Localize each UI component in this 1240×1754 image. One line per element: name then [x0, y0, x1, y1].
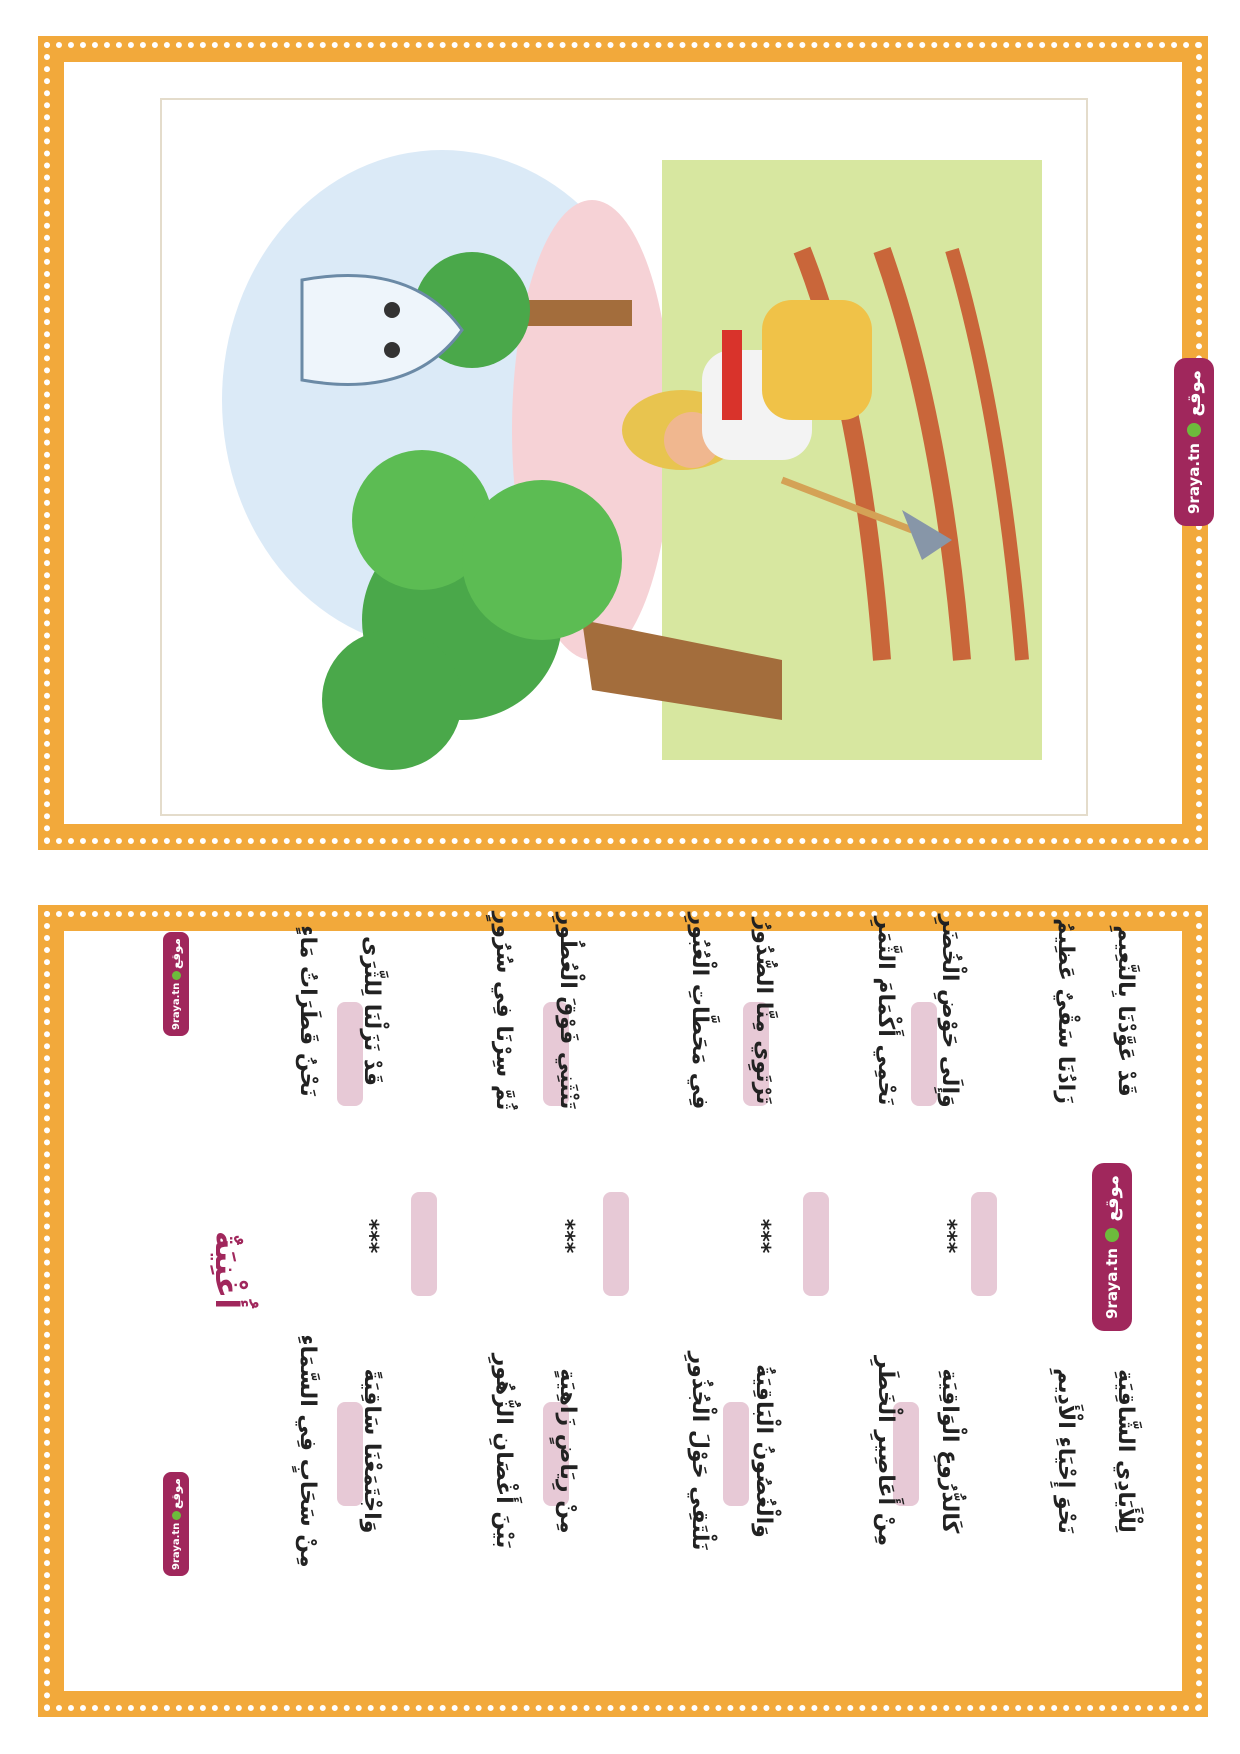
- verse-line: فِي مَحَطَّاتِ الْعُبُورِ: [687, 912, 713, 1110]
- verse-line: مِنْ سَحَابٍ فِي السَّمَاءِ: [295, 1334, 321, 1568]
- verse-line: كَالدُّرُوعِ الْوَاقِيَةِ: [937, 1368, 963, 1534]
- verse-line: تَنْثَنِي فَوْقَ الْعُطُورِ: [555, 912, 581, 1110]
- verse-line: زَادُنَا سَقْيٌ عَظِيمُ: [1053, 918, 1079, 1104]
- verse-line: ثُمَّ سِرْنَا فِي سُرُورٍ: [491, 911, 517, 1111]
- verse-line: نَحْوَ إِحْيَاءِ الْأَدِيمِ: [1053, 1368, 1079, 1534]
- stanza-separator: ***: [935, 1218, 961, 1254]
- logo-latin-text: 9raya.tn: [1103, 1248, 1121, 1319]
- stanza-separator: ***: [553, 1218, 579, 1254]
- leaf-icon: [172, 1511, 181, 1520]
- logo-latin-text: 9raya.tn: [170, 982, 182, 1030]
- verse-line: لِلْأَيَادِي الشَّاقِيَةِ: [1113, 1369, 1139, 1533]
- site-logo-small-top[interactable]: [163, 932, 189, 1036]
- logo-arabic-text: موقع: [169, 938, 183, 970]
- leaf-icon: [1105, 1228, 1119, 1242]
- stanza-separator: ***: [357, 1218, 383, 1254]
- verse-line: نَحْنُ قَطَرَاتُ مَاءٍ: [295, 925, 321, 1097]
- tree-canopy: [322, 630, 462, 770]
- illustration-frame: [160, 98, 1088, 816]
- logo-latin-text: 9raya.tn: [1185, 443, 1203, 514]
- logo-arabic-text: موقع: [1101, 1175, 1123, 1222]
- verse-line: مِنْ أَعَاصِيرِ الْخَطَرِ: [873, 1355, 899, 1547]
- verse-line: نَلْتَقِي حَوْلَ الْجُذُورِ: [687, 1351, 713, 1551]
- logo-arabic-text: موقع: [169, 1478, 183, 1510]
- site-logo-small-bottom[interactable]: [163, 1472, 189, 1576]
- leaf-icon: [172, 971, 181, 980]
- watermark-logo: [411, 1192, 437, 1296]
- verse-line: وَإِلَى حَوْضِ الْخُضَرِ: [937, 914, 963, 1108]
- watermark-logo: [603, 1192, 629, 1296]
- poem-panel: [38, 905, 1208, 1717]
- site-logo-large[interactable]: [1092, 1163, 1132, 1331]
- verse-line: مِنْ رِيَاضٍ زَاهِيَةٍ: [555, 1368, 581, 1534]
- farmer-belt: [722, 330, 742, 420]
- verse-line: تَرْتَوِي مِنَّا الصُّدُورُ: [751, 917, 777, 1105]
- stanza-separator: ***: [749, 1218, 775, 1254]
- watermark-logo: [803, 1192, 829, 1296]
- verse-line: وَالْغُصُونُ الْبَاقِيَةُ: [751, 1364, 777, 1538]
- farmer-trousers: [762, 300, 872, 420]
- verse-line: نَحْمِي أَكْمَامَ الثَّمَرِ: [873, 916, 899, 1106]
- farmer-illustration: [162, 100, 1086, 814]
- verse-line: بَيْنَ أَغْصَانِ الزُّهُورِ: [491, 1353, 517, 1549]
- raindrop-eye: [384, 302, 400, 318]
- leaf-icon: [1187, 423, 1201, 437]
- verse-line: قَدْ نَزَلْنَا لِلثَّرَى: [359, 936, 385, 1086]
- watermark-logo: [971, 1192, 997, 1296]
- raindrop-eye: [384, 342, 400, 358]
- verse-line: وَاجْتَمَعْنَا سَاقِيَةً: [359, 1368, 385, 1534]
- illustration-panel: [38, 36, 1208, 850]
- logo-arabic-text: موقع: [1183, 370, 1205, 417]
- poem-title: أُغْنِيَةٌ: [208, 1230, 247, 1310]
- tree-canopy: [462, 480, 622, 640]
- logo-latin-text: 9raya.tn: [170, 1522, 182, 1570]
- site-logo[interactable]: [1174, 358, 1214, 526]
- verse-line: قَدْ عَوَّدْنَا بِالنَّعِيمِ: [1113, 925, 1139, 1097]
